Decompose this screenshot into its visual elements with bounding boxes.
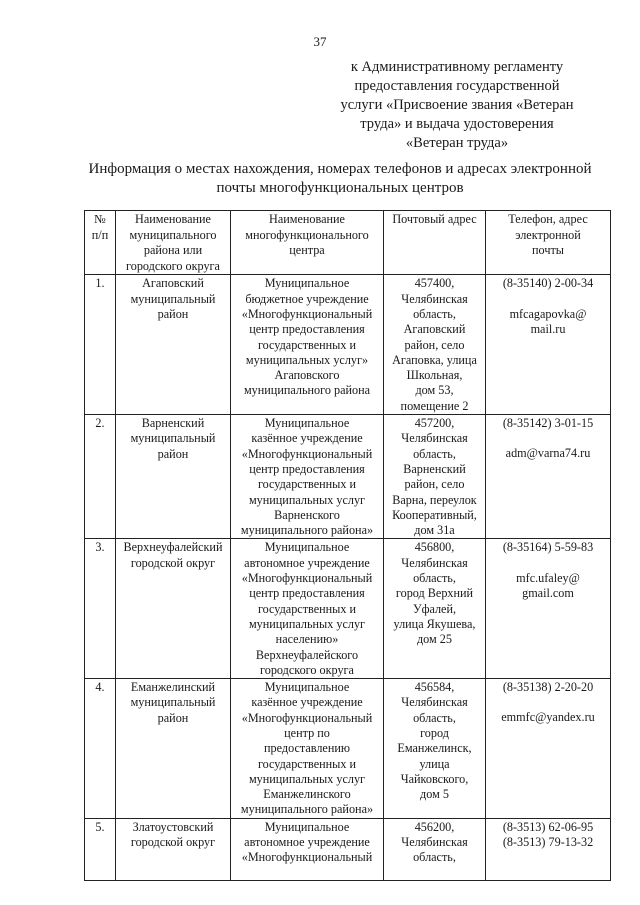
text-line: городской округ <box>130 555 216 570</box>
row-number <box>85 275 116 415</box>
text-line: Челябинская <box>401 431 468 446</box>
header-address <box>384 211 486 275</box>
text-line: «Многофункциональный <box>241 446 373 461</box>
text-line: дом 53, <box>415 383 454 398</box>
text-line: mfcagapovka@ <box>509 306 587 321</box>
text-line: (8-35138) 2-20-20 <box>502 680 594 695</box>
document-title <box>60 160 620 198</box>
table-row <box>85 539 611 679</box>
text-line: область, <box>413 850 456 865</box>
text-line: улица Якушева, <box>393 616 476 631</box>
text-line: п/п <box>91 227 109 242</box>
district-cell <box>116 679 231 819</box>
center-name-cell <box>231 539 384 679</box>
text-line: район <box>157 446 189 461</box>
text-line: Златоустовский <box>132 819 214 834</box>
district-cell <box>116 818 231 880</box>
text-line: «Многофункциональный <box>241 850 373 865</box>
text-line: Почтовый адрес <box>392 212 477 226</box>
text-line: Наименование <box>135 212 211 226</box>
text-line: муниципальных услуг» <box>245 352 369 367</box>
text-line: Чайковского, <box>400 771 469 786</box>
text-line: автономное учреждение <box>244 835 370 850</box>
appendix-header <box>318 58 596 153</box>
text-line: Челябинская <box>401 555 468 570</box>
row-number <box>85 818 116 880</box>
text-line: городского округа <box>260 662 354 677</box>
text-line: муниципальный <box>130 695 216 710</box>
text-line: «Ветеран труда» <box>405 135 509 151</box>
row-number-text: 4. <box>95 680 105 695</box>
text-line: муниципальный <box>130 291 216 306</box>
postal-address-cell <box>384 415 486 539</box>
text-line: Наименование <box>269 212 345 226</box>
text-line: муниципальный <box>130 431 216 446</box>
text-line: Варненский <box>141 416 205 431</box>
text-line: Муниципальное <box>264 416 350 431</box>
text-line: Школьная, <box>406 368 463 383</box>
text-line: mail.ru <box>530 321 566 336</box>
text-line: труда» и выдача удостоверения <box>360 116 554 132</box>
text-line: государственных и <box>257 477 357 492</box>
contacts-cell <box>486 539 611 679</box>
text-line: дом 31а <box>414 523 455 538</box>
text-line: государственных и <box>257 601 357 616</box>
text-line: государственных и <box>257 337 357 352</box>
text-line: 457400, <box>414 276 455 291</box>
text-line: муниципальных услуг <box>248 492 366 507</box>
text-line: центр предоставления <box>249 461 365 476</box>
mfc-table <box>84 210 611 881</box>
district-cell <box>116 415 231 539</box>
table-row <box>85 818 611 880</box>
spacer <box>489 292 607 307</box>
text-line: Еманжелинский <box>130 680 216 695</box>
table-row <box>85 275 611 415</box>
center-name-cell <box>231 818 384 880</box>
postal-address-cell <box>384 539 486 679</box>
text-line: почты <box>532 243 564 258</box>
text-line: центр предоставления <box>249 586 365 601</box>
spacer <box>489 431 607 446</box>
text-line: город Верхний <box>395 586 474 601</box>
row-number <box>85 415 116 539</box>
table-row <box>85 679 611 819</box>
text-line: автономное учреждение <box>244 555 370 570</box>
text-line: центр предоставления <box>249 322 365 337</box>
text-line: Муниципальное <box>264 680 350 695</box>
text-line: город <box>420 725 449 740</box>
text-line: Верхнеуфалейский <box>123 540 223 555</box>
text-line: Информация о местах нахождения, номерах телефонов и адресах электронной <box>88 161 592 177</box>
row-number <box>85 539 116 679</box>
header-number <box>85 211 116 275</box>
text-line: городского округа <box>126 258 220 273</box>
text-line: Агаповский <box>403 322 466 337</box>
table-row <box>85 415 611 539</box>
row-number-text: 2. <box>95 416 105 431</box>
center-name-cell <box>231 275 384 415</box>
text-line: Верхнеуфалейского <box>255 647 359 662</box>
text-line: 456584, <box>414 680 455 695</box>
text-line: муниципального района» <box>240 802 374 817</box>
row-number-text: 1. <box>95 276 105 291</box>
text-line: муниципального района <box>243 383 371 398</box>
contacts-cell <box>486 818 611 880</box>
text-line: Варна, переулок <box>392 492 477 507</box>
postal-address-cell <box>384 679 486 819</box>
text-line: казённое учреждение <box>251 695 363 710</box>
text-line: центр по <box>284 725 330 740</box>
text-line: район <box>157 306 189 321</box>
text-line: Агаповского <box>274 368 340 383</box>
text-line: область, <box>413 446 456 461</box>
text-line: казённое учреждение <box>251 431 363 446</box>
district-cell <box>116 275 231 415</box>
text-line: (8-3513) 62-06-95 <box>502 819 594 834</box>
center-name-cell <box>231 415 384 539</box>
postal-address-cell <box>384 275 486 415</box>
text-line: Кооперативный, <box>392 507 477 522</box>
table-header-row <box>85 211 611 275</box>
center-name-cell <box>231 679 384 819</box>
contacts-cell <box>486 275 611 415</box>
text-line: улица <box>419 756 450 771</box>
header-district <box>116 211 231 275</box>
text-line: 457200, <box>414 416 455 431</box>
text-line: «Многофункциональный <box>241 306 373 321</box>
text-line: область, <box>413 571 456 586</box>
postal-address-cell <box>384 818 486 880</box>
text-line: дом 25 <box>416 632 452 647</box>
text-line: помещение 2 <box>400 398 469 413</box>
header-contacts <box>486 211 611 275</box>
text-line: область, <box>413 306 456 321</box>
text-line: муниципального района» <box>240 523 374 538</box>
text-line: Муниципальное <box>264 276 350 291</box>
text-line: бюджетное учреждение <box>245 291 369 306</box>
text-line: муниципальных услуг <box>248 616 366 631</box>
text-line: 456800, <box>414 540 455 555</box>
text-line: район, село <box>404 337 465 352</box>
text-line: государственных и <box>257 756 357 771</box>
text-line: «Многофункциональный <box>241 571 373 586</box>
text-line: Уфалей, <box>412 601 457 616</box>
text-line: Еманжелинского <box>263 787 351 802</box>
text-line: (8-35164) 5-59-83 <box>502 540 594 555</box>
text-line: Муниципальное <box>264 819 350 834</box>
text-line: (8-35142) 3-01-15 <box>502 416 594 431</box>
row-number-text: 3. <box>95 540 105 555</box>
text-line: Варненского <box>274 507 340 522</box>
text-line: emmfc@yandex.ru <box>501 710 595 725</box>
contacts-cell <box>486 415 611 539</box>
contacts-cell <box>486 679 611 819</box>
text-line: gmail.com <box>522 586 574 601</box>
text-line: Агаповский <box>142 276 204 291</box>
text-line: № <box>94 212 106 226</box>
text-line: к Административному регламенту <box>350 59 564 75</box>
text-line: 456200, <box>414 819 455 834</box>
text-line: область, <box>413 710 456 725</box>
header-center <box>231 211 384 275</box>
text-line: Агаповка, улица <box>392 352 477 367</box>
text-line: район <box>157 710 189 725</box>
text-line: Челябинская <box>401 835 468 850</box>
text-line: населению» <box>275 632 339 647</box>
district-cell <box>116 539 231 679</box>
text-line: Варненский <box>403 461 466 476</box>
row-number-text: 5. <box>95 819 105 834</box>
spacer <box>489 695 607 710</box>
text-line: Челябинская <box>401 291 468 306</box>
text-line: центра <box>289 243 325 258</box>
text-line: Еманжелинск, <box>397 741 472 756</box>
spacer <box>489 556 607 571</box>
text-line: adm@varna74.ru <box>505 446 591 461</box>
text-line: электронной <box>515 227 581 242</box>
text-line: услуги «Присвоение звания «Ветеран <box>340 97 574 113</box>
page-number: 37 <box>313 34 327 49</box>
text-line: городской округ <box>130 835 216 850</box>
text-line: дом 5 <box>420 787 449 802</box>
text-line: района или <box>143 243 203 258</box>
text-line: муниципальных услуг <box>248 771 366 786</box>
text-line: многофункционального <box>245 227 369 242</box>
text-line: предоставлению <box>264 741 350 756</box>
text-line: «Многофункциональный <box>241 710 373 725</box>
text-line: почты многофункциональных центров <box>216 180 464 196</box>
text-line: Телефон, адрес <box>508 212 588 226</box>
text-line: Челябинская <box>401 695 468 710</box>
text-line: муниципального <box>129 227 217 242</box>
text-line: район, село <box>404 477 465 492</box>
text-line: mfc.ufaley@ <box>516 570 580 585</box>
row-number <box>85 679 116 819</box>
text-line: предоставления государственной <box>354 78 560 94</box>
text-line: Муниципальное <box>264 540 350 555</box>
text-line: (8-35140) 2-00-34 <box>502 276 594 291</box>
text-line: (8-3513) 79-13-32 <box>502 835 594 850</box>
